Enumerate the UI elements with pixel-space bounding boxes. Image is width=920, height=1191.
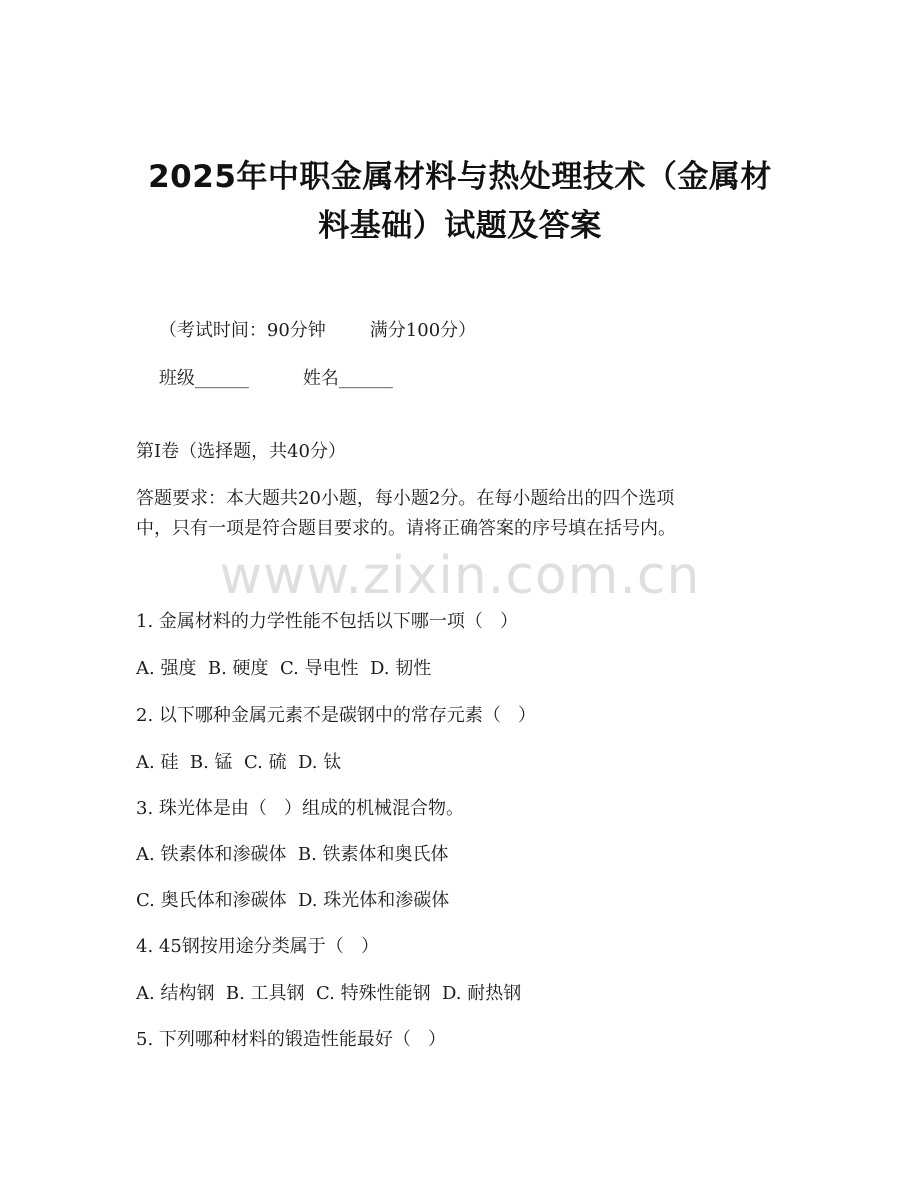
question-4-stem: 4. 45钢按用途分类属于（ ） [136, 936, 379, 957]
question-3-options-line-2: C. 奥氏体和渗碳体 D. 珠光体和渗碳体 [136, 890, 450, 911]
question-4-options: A. 结构钢 B. 工具钢 C. 特殊性能钢 D. 耐热钢 [136, 983, 522, 1004]
question-2-stem: 2. 以下哪种金属元素不是碳钢中的常存元素（ ） [136, 705, 537, 726]
exam-time: （考试时间：90分钟 [158, 320, 326, 341]
question-3-options-line-1: A. 铁素体和渗碳体 B. 铁素体和奥氏体 [136, 844, 449, 865]
question-1-options: A. 强度 B. 硬度 C. 导电性 D. 韧性 [136, 658, 432, 679]
class-field: 班级______ [158, 368, 249, 389]
section-heading: 第I卷（选择题，共40分） [136, 441, 347, 462]
document-title-line-1: 2025年中职金属材料与热处理技术（金属材 [148, 159, 772, 195]
section-instructions-line-1: 答题要求：本大题共20小题，每小题2分。在每小题给出的四个选项 [136, 488, 675, 509]
section-instructions-line-2: 中，只有一项是符合题目要求的。请将正确答案的序号填在括号内。 [136, 518, 676, 539]
watermark: www.zixin.com.cn [219, 546, 701, 606]
exam-full-marks: 满分100分） [369, 320, 477, 341]
question-5-stem: 5. 下列哪种材料的锻造性能最好（ ） [136, 1029, 447, 1050]
question-2-options: A. 硅 B. 锰 C. 硫 D. 钛 [136, 752, 342, 773]
name-field: 姓名______ [302, 368, 393, 389]
document-title-line-2: 料基础）试题及答案 [318, 208, 602, 244]
question-1-stem: 1. 金属材料的力学性能不包括以下哪一项（ ） [136, 611, 519, 632]
exam-info [136, 304, 476, 358]
question-3-stem: 3. 珠光体是由（ ）组成的机械混合物。 [136, 798, 465, 819]
student-info [136, 352, 393, 406]
